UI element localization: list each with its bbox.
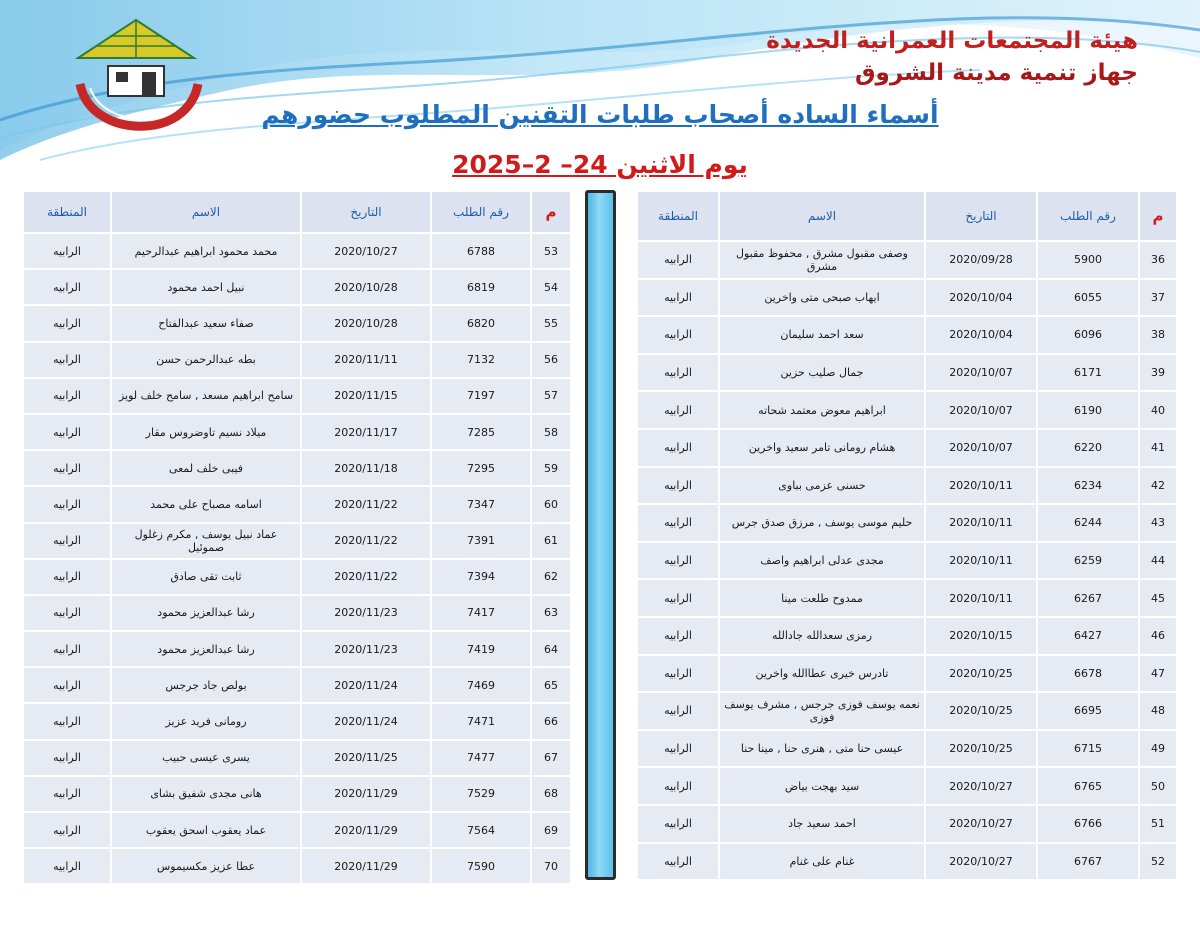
request-date: 2020/10/04 (925, 316, 1037, 354)
table-row (23, 269, 571, 305)
area-name: الرابيه (23, 233, 111, 269)
area-name: الرابيه (23, 342, 111, 378)
applicant-name: سامح ابراهيم مسعد , سامح خلف لويز (111, 378, 301, 414)
request-number: 7590 (431, 848, 531, 884)
request-number: 7529 (431, 776, 531, 812)
row-number: 60 (531, 486, 571, 522)
row-number: 49 (1139, 730, 1177, 768)
table-row (23, 776, 571, 812)
applicant-name: عماد يعقوب اسحق يعقوب (111, 812, 301, 848)
request-date: 2020/11/24 (301, 667, 431, 703)
area-name: الرابيه (637, 730, 719, 768)
request-date: 2020/10/07 (925, 429, 1037, 467)
row-number: 41 (1139, 429, 1177, 467)
request-date: 2020/10/11 (925, 579, 1037, 617)
request-number: 7347 (431, 486, 531, 522)
col-header-no: م (1139, 191, 1177, 241)
request-number: 6678 (1037, 655, 1139, 693)
applicant-name: ميلاد نسيم تاوضروس مقار (111, 414, 301, 450)
row-number: 36 (1139, 241, 1177, 279)
row-number: 64 (531, 631, 571, 667)
applicant-name: سيد بهجت بياض (719, 767, 925, 805)
applicant-name: وصفى مقبول مشرق , محفوظ مقبول مشرق (719, 241, 925, 279)
table-row (23, 848, 571, 884)
row-number: 58 (531, 414, 571, 450)
table-row (23, 740, 571, 776)
request-date: 2020/11/15 (301, 378, 431, 414)
area-name: الرابيه (23, 812, 111, 848)
col-header-name: الاسم (111, 191, 301, 233)
request-date: 2020/11/11 (301, 342, 431, 378)
row-number: 46 (1139, 617, 1177, 655)
area-name: الرابيه (637, 805, 719, 843)
request-number: 6695 (1037, 692, 1139, 730)
area-name: الرابيه (637, 843, 719, 881)
area-name: الرابيه (23, 559, 111, 595)
col-header-area: المنطقة (23, 191, 111, 233)
row-number: 44 (1139, 542, 1177, 580)
area-name: الرابيه (637, 241, 719, 279)
request-number: 6819 (431, 269, 531, 305)
table-row (23, 631, 571, 667)
row-number: 37 (1139, 279, 1177, 317)
request-number: 7419 (431, 631, 531, 667)
row-number: 42 (1139, 467, 1177, 505)
table-header-row (637, 191, 1177, 241)
applicant-name: رشا عبدالعزيز محمود (111, 631, 301, 667)
row-number: 48 (1139, 692, 1177, 730)
area-name: الرابيه (637, 429, 719, 467)
request-date: 2020/11/18 (301, 450, 431, 486)
request-date: 2020/11/22 (301, 523, 431, 559)
request-date: 2020/11/29 (301, 848, 431, 884)
request-number: 7477 (431, 740, 531, 776)
request-number: 7394 (431, 559, 531, 595)
table-row (23, 559, 571, 595)
applicant-name: سعد احمد سليمان (719, 316, 925, 354)
table-row (637, 805, 1177, 843)
request-number: 6715 (1037, 730, 1139, 768)
area-name: الرابيه (23, 740, 111, 776)
applicant-name: هانى مجدى شفيق بشاى (111, 776, 301, 812)
row-number: 40 (1139, 391, 1177, 429)
request-date: 2020/10/27 (925, 843, 1037, 881)
row-number: 43 (1139, 504, 1177, 542)
request-number: 6171 (1037, 354, 1139, 392)
table-row (637, 279, 1177, 317)
applicant-name: رشا عبدالعزيز محمود (111, 595, 301, 631)
applicant-name: صفاء سعيد عبدالفتاح (111, 305, 301, 341)
area-name: الرابيه (23, 414, 111, 450)
applicant-name: حليم موسى يوسف , مرزق صدق جرس (719, 504, 925, 542)
request-number: 5900 (1037, 241, 1139, 279)
table-row (637, 617, 1177, 655)
city-agency-name: جهاز تنمية مدينة الشروق (854, 60, 1138, 86)
col-header-area: المنطقة (637, 191, 719, 241)
table-row (23, 667, 571, 703)
request-number: 6234 (1037, 467, 1139, 505)
request-number: 6788 (431, 233, 531, 269)
meeting-date: يوم الاثنين 24– 2–2025 (452, 150, 748, 179)
table-row (23, 233, 571, 269)
request-number: 7132 (431, 342, 531, 378)
table-row (637, 504, 1177, 542)
col-header-name: الاسم (719, 191, 925, 241)
table-row (637, 843, 1177, 881)
request-number: 7469 (431, 667, 531, 703)
row-number: 54 (531, 269, 571, 305)
table-row (23, 378, 571, 414)
table-row (23, 595, 571, 631)
request-number: 6220 (1037, 429, 1139, 467)
applicant-name: عطا عزيز مكسيموس (111, 848, 301, 884)
row-number: 45 (1139, 579, 1177, 617)
request-number: 6096 (1037, 316, 1139, 354)
area-name: الرابيه (637, 316, 719, 354)
row-number: 65 (531, 667, 571, 703)
table-row (637, 241, 1177, 279)
applicant-name: جمال صليب حزين (719, 354, 925, 392)
request-number: 6765 (1037, 767, 1139, 805)
col-header-date: التاريخ (301, 191, 431, 233)
row-number: 53 (531, 233, 571, 269)
request-date: 2020/10/27 (925, 805, 1037, 843)
applicant-name: ايهاب صبحى متى واخرين (719, 279, 925, 317)
applicant-name: نبيل احمد محمود (111, 269, 301, 305)
applicant-name: تادرس خيرى عطاالله واخرين (719, 655, 925, 693)
request-date: 2020/10/07 (925, 354, 1037, 392)
row-number: 55 (531, 305, 571, 341)
request-date: 2020/10/11 (925, 504, 1037, 542)
table-row (637, 429, 1177, 467)
area-name: الرابيه (637, 542, 719, 580)
request-date: 2020/11/29 (301, 812, 431, 848)
applicant-name: فيبى خلف لمعى (111, 450, 301, 486)
request-number: 7285 (431, 414, 531, 450)
request-date: 2020/11/22 (301, 486, 431, 522)
request-date: 2020/11/23 (301, 595, 431, 631)
requests-table-left (22, 190, 572, 885)
request-date: 2020/10/28 (301, 269, 431, 305)
row-number: 52 (1139, 843, 1177, 881)
col-header-request-no: رقم الطلب (431, 191, 531, 233)
table-row (23, 703, 571, 739)
area-name: الرابيه (637, 279, 719, 317)
request-number: 6190 (1037, 391, 1139, 429)
area-name: الرابيه (637, 617, 719, 655)
table-row (637, 692, 1177, 730)
applicant-name: بولص جاد جرجس (111, 667, 301, 703)
request-date: 2020/10/11 (925, 542, 1037, 580)
applicant-name: يسرى عيسى حبيب (111, 740, 301, 776)
area-name: الرابيه (637, 391, 719, 429)
row-number: 38 (1139, 316, 1177, 354)
table-row (637, 767, 1177, 805)
table-row (23, 486, 571, 522)
table-row (23, 523, 571, 559)
area-name: الرابيه (23, 667, 111, 703)
request-number: 6267 (1037, 579, 1139, 617)
applicant-name: محمد محمود ابراهيم عبدالرحيم (111, 233, 301, 269)
row-number: 62 (531, 559, 571, 595)
area-name: الرابيه (637, 354, 719, 392)
applicant-name: عيسى حنا متى , هنرى حنا , مينا حنا (719, 730, 925, 768)
request-number: 7391 (431, 523, 531, 559)
request-date: 2020/11/25 (301, 740, 431, 776)
area-name: الرابيه (23, 776, 111, 812)
row-number: 61 (531, 523, 571, 559)
applicant-name: رمزى سعدالله جادالله (719, 617, 925, 655)
col-header-date: التاريخ (925, 191, 1037, 241)
table-row (23, 414, 571, 450)
table-row (637, 579, 1177, 617)
request-date: 2020/09/28 (925, 241, 1037, 279)
row-number: 56 (531, 342, 571, 378)
request-date: 2020/11/29 (301, 776, 431, 812)
row-number: 47 (1139, 655, 1177, 693)
row-number: 59 (531, 450, 571, 486)
row-number: 67 (531, 740, 571, 776)
request-number: 6244 (1037, 504, 1139, 542)
request-number: 6055 (1037, 279, 1139, 317)
table-row (637, 391, 1177, 429)
request-date: 2020/10/27 (301, 233, 431, 269)
area-name: الرابيه (637, 692, 719, 730)
table-row (23, 305, 571, 341)
row-number: 51 (1139, 805, 1177, 843)
request-number: 7197 (431, 378, 531, 414)
request-date: 2020/10/04 (925, 279, 1037, 317)
row-number: 66 (531, 703, 571, 739)
table-row (637, 467, 1177, 505)
area-name: الرابيه (637, 767, 719, 805)
applicant-name: حسنى عزمى بباوى (719, 467, 925, 505)
request-date: 2020/10/25 (925, 655, 1037, 693)
area-name: الرابيه (23, 269, 111, 305)
applicant-name: عماد نبيل يوسف , مكرم زغلول صموئيل (111, 523, 301, 559)
applicant-name: ممدوح طلعت مينا (719, 579, 925, 617)
applicant-name: نعمه يوسف فوزى جرجس , مشرف يوسف فوزى (719, 692, 925, 730)
area-name: الرابيه (637, 504, 719, 542)
applicant-name: ثابت تقى صادق (111, 559, 301, 595)
area-name: الرابيه (637, 579, 719, 617)
request-date: 2020/11/24 (301, 703, 431, 739)
area-name: الرابيه (23, 595, 111, 631)
request-number: 6767 (1037, 843, 1139, 881)
table-row (637, 655, 1177, 693)
area-name: الرابيه (23, 631, 111, 667)
area-name: الرابيه (23, 378, 111, 414)
table-body (23, 233, 571, 884)
area-name: الرابيه (23, 703, 111, 739)
request-number: 7564 (431, 812, 531, 848)
applicant-name: اسامه مصباح على محمد (111, 486, 301, 522)
row-number: 50 (1139, 767, 1177, 805)
table-row (23, 342, 571, 378)
request-date: 2020/11/22 (301, 559, 431, 595)
area-name: الرابيه (23, 305, 111, 341)
row-number: 57 (531, 378, 571, 414)
row-number: 70 (531, 848, 571, 884)
area-name: الرابيه (23, 486, 111, 522)
request-number: 6766 (1037, 805, 1139, 843)
table-header-row (23, 191, 571, 233)
table-body (637, 241, 1177, 880)
area-name: الرابيه (23, 848, 111, 884)
request-number: 7471 (431, 703, 531, 739)
request-number: 6427 (1037, 617, 1139, 655)
request-number: 6820 (431, 305, 531, 341)
col-header-no: م (531, 191, 571, 233)
applicant-name: مجدى عدلى ابراهيم واصف (719, 542, 925, 580)
row-number: 63 (531, 595, 571, 631)
request-date: 2020/10/07 (925, 391, 1037, 429)
request-number: 7417 (431, 595, 531, 631)
area-name: الرابيه (637, 467, 719, 505)
applicant-name: رومانى فريد عزيز (111, 703, 301, 739)
request-date: 2020/11/17 (301, 414, 431, 450)
table-row (637, 316, 1177, 354)
applicant-name: بطه عبدالرحمن حسن (111, 342, 301, 378)
organization-name: هيئة المجتمعات العمرانية الجديدة (766, 28, 1138, 54)
document-title: أسماء الساده أصحاب طلبات التقنين المطلوب حضورهم (261, 100, 939, 129)
table-row (637, 354, 1177, 392)
request-date: 2020/10/15 (925, 617, 1037, 655)
table-row (23, 812, 571, 848)
row-number: 39 (1139, 354, 1177, 392)
table-row (23, 450, 571, 486)
area-name: الرابيه (23, 450, 111, 486)
request-date: 2020/10/28 (301, 305, 431, 341)
row-number: 69 (531, 812, 571, 848)
requests-table-right (636, 190, 1178, 881)
col-header-request-no: رقم الطلب (1037, 191, 1139, 241)
request-date: 2020/10/25 (925, 692, 1037, 730)
request-date: 2020/10/27 (925, 767, 1037, 805)
request-date: 2020/11/23 (301, 631, 431, 667)
request-date: 2020/10/25 (925, 730, 1037, 768)
request-number: 7295 (431, 450, 531, 486)
area-name: الرابيه (637, 655, 719, 693)
applicant-name: احمد سعيد جاد (719, 805, 925, 843)
request-number: 6259 (1037, 542, 1139, 580)
table-row (637, 542, 1177, 580)
applicant-name: ابراهيم معوض معتمد شحاته (719, 391, 925, 429)
area-name: الرابيه (23, 523, 111, 559)
applicant-name: غنام على غنام (719, 843, 925, 881)
center-divider-bar (585, 190, 616, 880)
request-date: 2020/10/11 (925, 467, 1037, 505)
applicant-name: هشام رومانى تامر سعيد واخرين (719, 429, 925, 467)
row-number: 68 (531, 776, 571, 812)
table-row (637, 730, 1177, 768)
